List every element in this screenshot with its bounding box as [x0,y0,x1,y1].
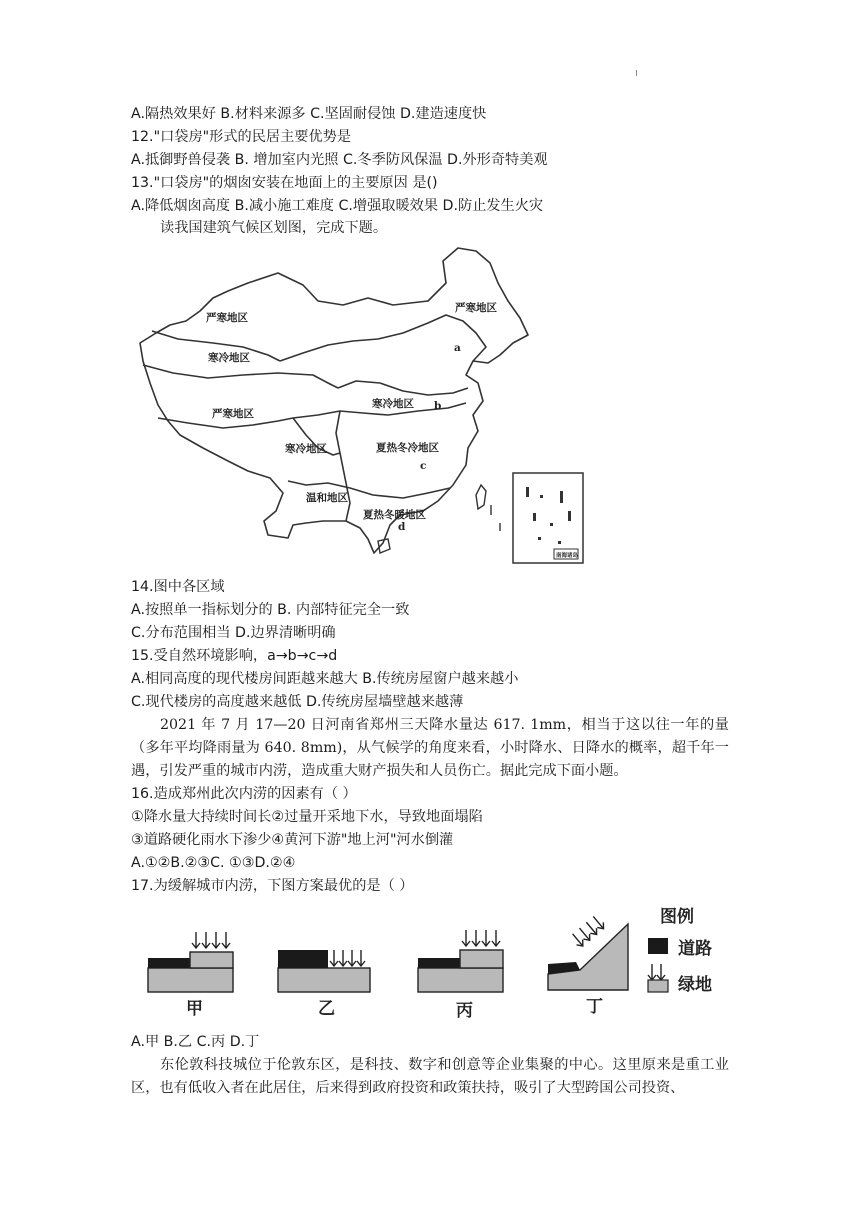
q16-line-1: ①降水量大持续时间长②过量开采地下水，导致地面塌陷 [131,809,483,825]
scheme-jia [148,932,233,1019]
q13-options: A.降低烟囱高度 B.减小施工难度 C.增强取暖效果 D.防止发生火灾 [131,198,544,214]
passage-zhengzhou: 2021 年 7 月 17—20 日河南省郑州三天降水量达 617. 1mm，相当于这以往一年的量（多年平均降雨量为 640. 8mm)，从气候学的角度来看，小时降水、日降水的概率，超千年一遇，引发严重的城市内涝，造成重大财产损失和人员伤亡。据此完成下面小题。 [131,717,729,779]
inset-label: 南海诸岛 [556,553,579,559]
point-d: d [398,521,406,533]
figure-label: 丁 [586,997,603,1017]
region-label: 温和地区 [306,492,348,504]
scheme-bing [418,930,503,1021]
q13-stem: 13."口袋房"的烟囱安装在地面上的主要原因 是() [131,175,438,191]
point-a: a [454,342,461,354]
legend [648,906,712,995]
q15-options-1: A.相同高度的现代楼房间距越来越大 B.传统房屋窗户越来越小 [131,671,519,687]
legend-green: 绿地 [678,975,712,995]
q15-options-2: C.现代楼房的高度越来越低 D.传统房屋墙壁越来越薄 [131,694,464,710]
region-label: 寒冷地区 [208,352,250,364]
q16-stem: 16.造成郑州此次内涝的因素有（ ） [131,786,357,802]
q14-options-2: C.分布范围相当 D.边界清晰明确 [131,625,336,641]
q17-stem: 17.为缓解城市内涝，下图方案最优的是（ ） [131,878,414,894]
page-mark [636,70,637,76]
figure-label: 丙 [456,1001,473,1021]
passage-london: 东伦敦科技城位于伦敦东区，是科技、数字和创意等企业集聚的中心。这里原来是重工业区，也有低收入者在此居住，后来得到政府投资和政策扶持，吸引了大型跨国公司投资、 [131,1057,729,1096]
q17-options: A.甲 B.乙 C.丙 D.丁 [131,1034,260,1050]
q11-options: A.隔热效果好 B.材料来源多 C.坚固耐侵蚀 D.建造速度快 [131,106,487,122]
q14-stem: 14.图中各区域 [131,579,225,595]
region-label: 夏热冬暖地区 [363,509,426,521]
scheme-ding [548,914,628,1017]
climate-zone-map [128,243,598,571]
q12-options: A.抵御野兽侵袭 B. 增加室内光照 C.冬季防风保温 D.外形奇特美观 [131,152,548,168]
point-c: c [420,460,427,472]
q16-line-2: ③道路硬化雨水下渗少④黄河下游"地上河"河水倒灌 [131,832,454,848]
q15-stem: 15.受自然环境影响，a→b→c→d [131,648,338,664]
legend-title: 图例 [660,907,694,927]
figure-label: 甲 [186,999,203,1019]
map-intro: 读我国建筑气候区划图，完成下题。 [160,220,388,236]
q16-options: A.①②B.②③C. ①③D.②④ [131,855,296,871]
legend-road: 道路 [678,939,712,959]
region-label: 严寒地区 [212,408,254,420]
drainage-scheme-figure [140,900,740,1030]
q14-options-1: A.按照单一指标划分的 B. 内部特征完全一致 [131,602,410,618]
point-b: b [434,400,442,412]
q12-stem: 12."口袋房"形式的民居主要优势是 [131,129,352,145]
region-label: 严寒地区 [206,312,248,324]
region-label: 夏热冬冷地区 [376,442,439,454]
region-label: 寒冷地区 [372,398,414,410]
scheme-yi [278,950,370,1019]
region-label: 寒冷地区 [285,443,327,455]
region-label: 严寒地区 [455,302,497,314]
china-outline [140,248,528,553]
figure-label: 乙 [318,999,335,1019]
